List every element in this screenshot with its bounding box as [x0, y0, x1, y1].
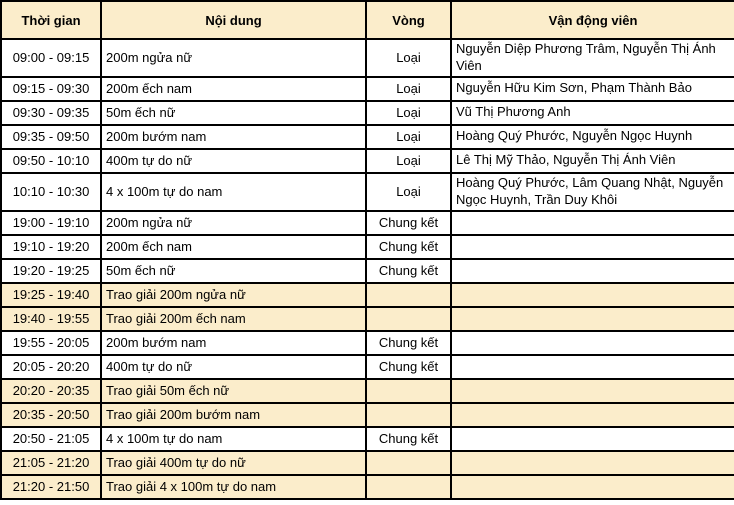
athletes-cell [451, 379, 734, 403]
event-cell: 200m bướm nam [101, 125, 366, 149]
event-cell: Trao giải 200m bướm nam [101, 403, 366, 427]
time-cell: 09:50 - 10:10 [1, 149, 101, 173]
athletes-cell [451, 307, 734, 331]
round-cell: Loại [366, 149, 451, 173]
table-row [1, 475, 734, 499]
event-cell: 200m ngửa nữ [101, 39, 366, 77]
time-cell: 19:25 - 19:40 [1, 283, 101, 307]
athletes-cell: Vũ Thị Phương Anh [451, 101, 734, 125]
round-cell: Chung kết [366, 211, 451, 235]
round-cell: Loại [366, 101, 451, 125]
athletes-cell [451, 211, 734, 235]
header-row [1, 1, 734, 39]
athletes-cell [451, 235, 734, 259]
table-row [1, 101, 734, 125]
event-cell: Trao giải 4 x 100m tự do nam [101, 475, 366, 499]
round-cell: Chung kết [366, 235, 451, 259]
athletes-cell [451, 403, 734, 427]
round-cell [366, 283, 451, 307]
event-cell: 4 x 100m tự do nam [101, 173, 366, 211]
event-cell: 200m ếch nam [101, 235, 366, 259]
col-header-time: Thời gian [1, 1, 101, 39]
time-cell: 19:20 - 19:25 [1, 259, 101, 283]
table-row [1, 173, 734, 211]
col-header-event: Nội dung [101, 1, 366, 39]
athletes-cell: Hoàng Quý Phước, Nguyễn Ngọc Huynh [451, 125, 734, 149]
time-cell: 19:10 - 19:20 [1, 235, 101, 259]
event-cell: Trao giải 400m tự do nữ [101, 451, 366, 475]
athletes-cell: Nguyễn Hữu Kim Sơn, Phạm Thành Bảo [451, 77, 734, 101]
round-cell: Loại [366, 39, 451, 77]
table-row [1, 451, 734, 475]
event-cell: 50m ếch nữ [101, 259, 366, 283]
event-cell: Trao giải 50m ếch nữ [101, 379, 366, 403]
athletes-cell [451, 427, 734, 451]
athletes-cell: Hoàng Quý Phước, Lâm Quang Nhật, Nguyễn Ngọc Huynh, Trần Duy Khôi [451, 173, 734, 211]
time-cell: 19:00 - 19:10 [1, 211, 101, 235]
athletes-cell [451, 331, 734, 355]
table-row [1, 427, 734, 451]
athletes-cell [451, 283, 734, 307]
table-row [1, 125, 734, 149]
round-cell: Chung kết [366, 259, 451, 283]
table-row [1, 259, 734, 283]
col-header-athletes: Vận động viên [451, 1, 734, 39]
table-row [1, 211, 734, 235]
round-cell [366, 403, 451, 427]
event-cell: Trao giải 200m ngửa nữ [101, 283, 366, 307]
time-cell: 09:15 - 09:30 [1, 77, 101, 101]
athletes-cell: Lê Thị Mỹ Thảo, Nguyễn Thị Ánh Viên [451, 149, 734, 173]
round-cell: Chung kết [366, 427, 451, 451]
table-row [1, 355, 734, 379]
event-cell: 200m bướm nam [101, 331, 366, 355]
round-cell: Loại [366, 173, 451, 211]
table-row [1, 379, 734, 403]
time-cell: 20:05 - 20:20 [1, 355, 101, 379]
event-cell: 50m ếch nữ [101, 101, 366, 125]
event-cell: 400m tự do nữ [101, 355, 366, 379]
time-cell: 09:00 - 09:15 [1, 39, 101, 77]
table-row [1, 403, 734, 427]
round-cell: Chung kết [366, 355, 451, 379]
event-cell: 200m ngửa nữ [101, 211, 366, 235]
round-cell [366, 475, 451, 499]
table-row [1, 235, 734, 259]
round-cell [366, 307, 451, 331]
round-cell: Chung kết [366, 331, 451, 355]
time-cell: 21:20 - 21:50 [1, 475, 101, 499]
col-header-round: Vòng [366, 1, 451, 39]
time-cell: 19:55 - 20:05 [1, 331, 101, 355]
round-cell: Loại [366, 77, 451, 101]
time-cell: 09:35 - 09:50 [1, 125, 101, 149]
time-cell: 09:30 - 09:35 [1, 101, 101, 125]
table-row [1, 39, 734, 77]
time-cell: 20:50 - 21:05 [1, 427, 101, 451]
time-cell: 10:10 - 10:30 [1, 173, 101, 211]
event-cell: Trao giải 200m ếch nam [101, 307, 366, 331]
table-row [1, 77, 734, 101]
table-row [1, 149, 734, 173]
athletes-cell [451, 475, 734, 499]
time-cell: 19:40 - 19:55 [1, 307, 101, 331]
table-row [1, 307, 734, 331]
athletes-cell [451, 355, 734, 379]
table-row [1, 331, 734, 355]
round-cell: Loại [366, 125, 451, 149]
time-cell: 21:05 - 21:20 [1, 451, 101, 475]
time-cell: 20:35 - 20:50 [1, 403, 101, 427]
athletes-cell [451, 259, 734, 283]
round-cell [366, 451, 451, 475]
time-cell: 20:20 - 20:35 [1, 379, 101, 403]
event-cell: 200m ếch nam [101, 77, 366, 101]
athletes-cell [451, 451, 734, 475]
event-cell: 400m tự do nữ [101, 149, 366, 173]
round-cell [366, 379, 451, 403]
athletes-cell: Nguyễn Diệp Phương Trâm, Nguyễn Thị Ánh Viên [451, 39, 734, 77]
event-cell: 4 x 100m tự do nam [101, 427, 366, 451]
table-row [1, 283, 734, 307]
